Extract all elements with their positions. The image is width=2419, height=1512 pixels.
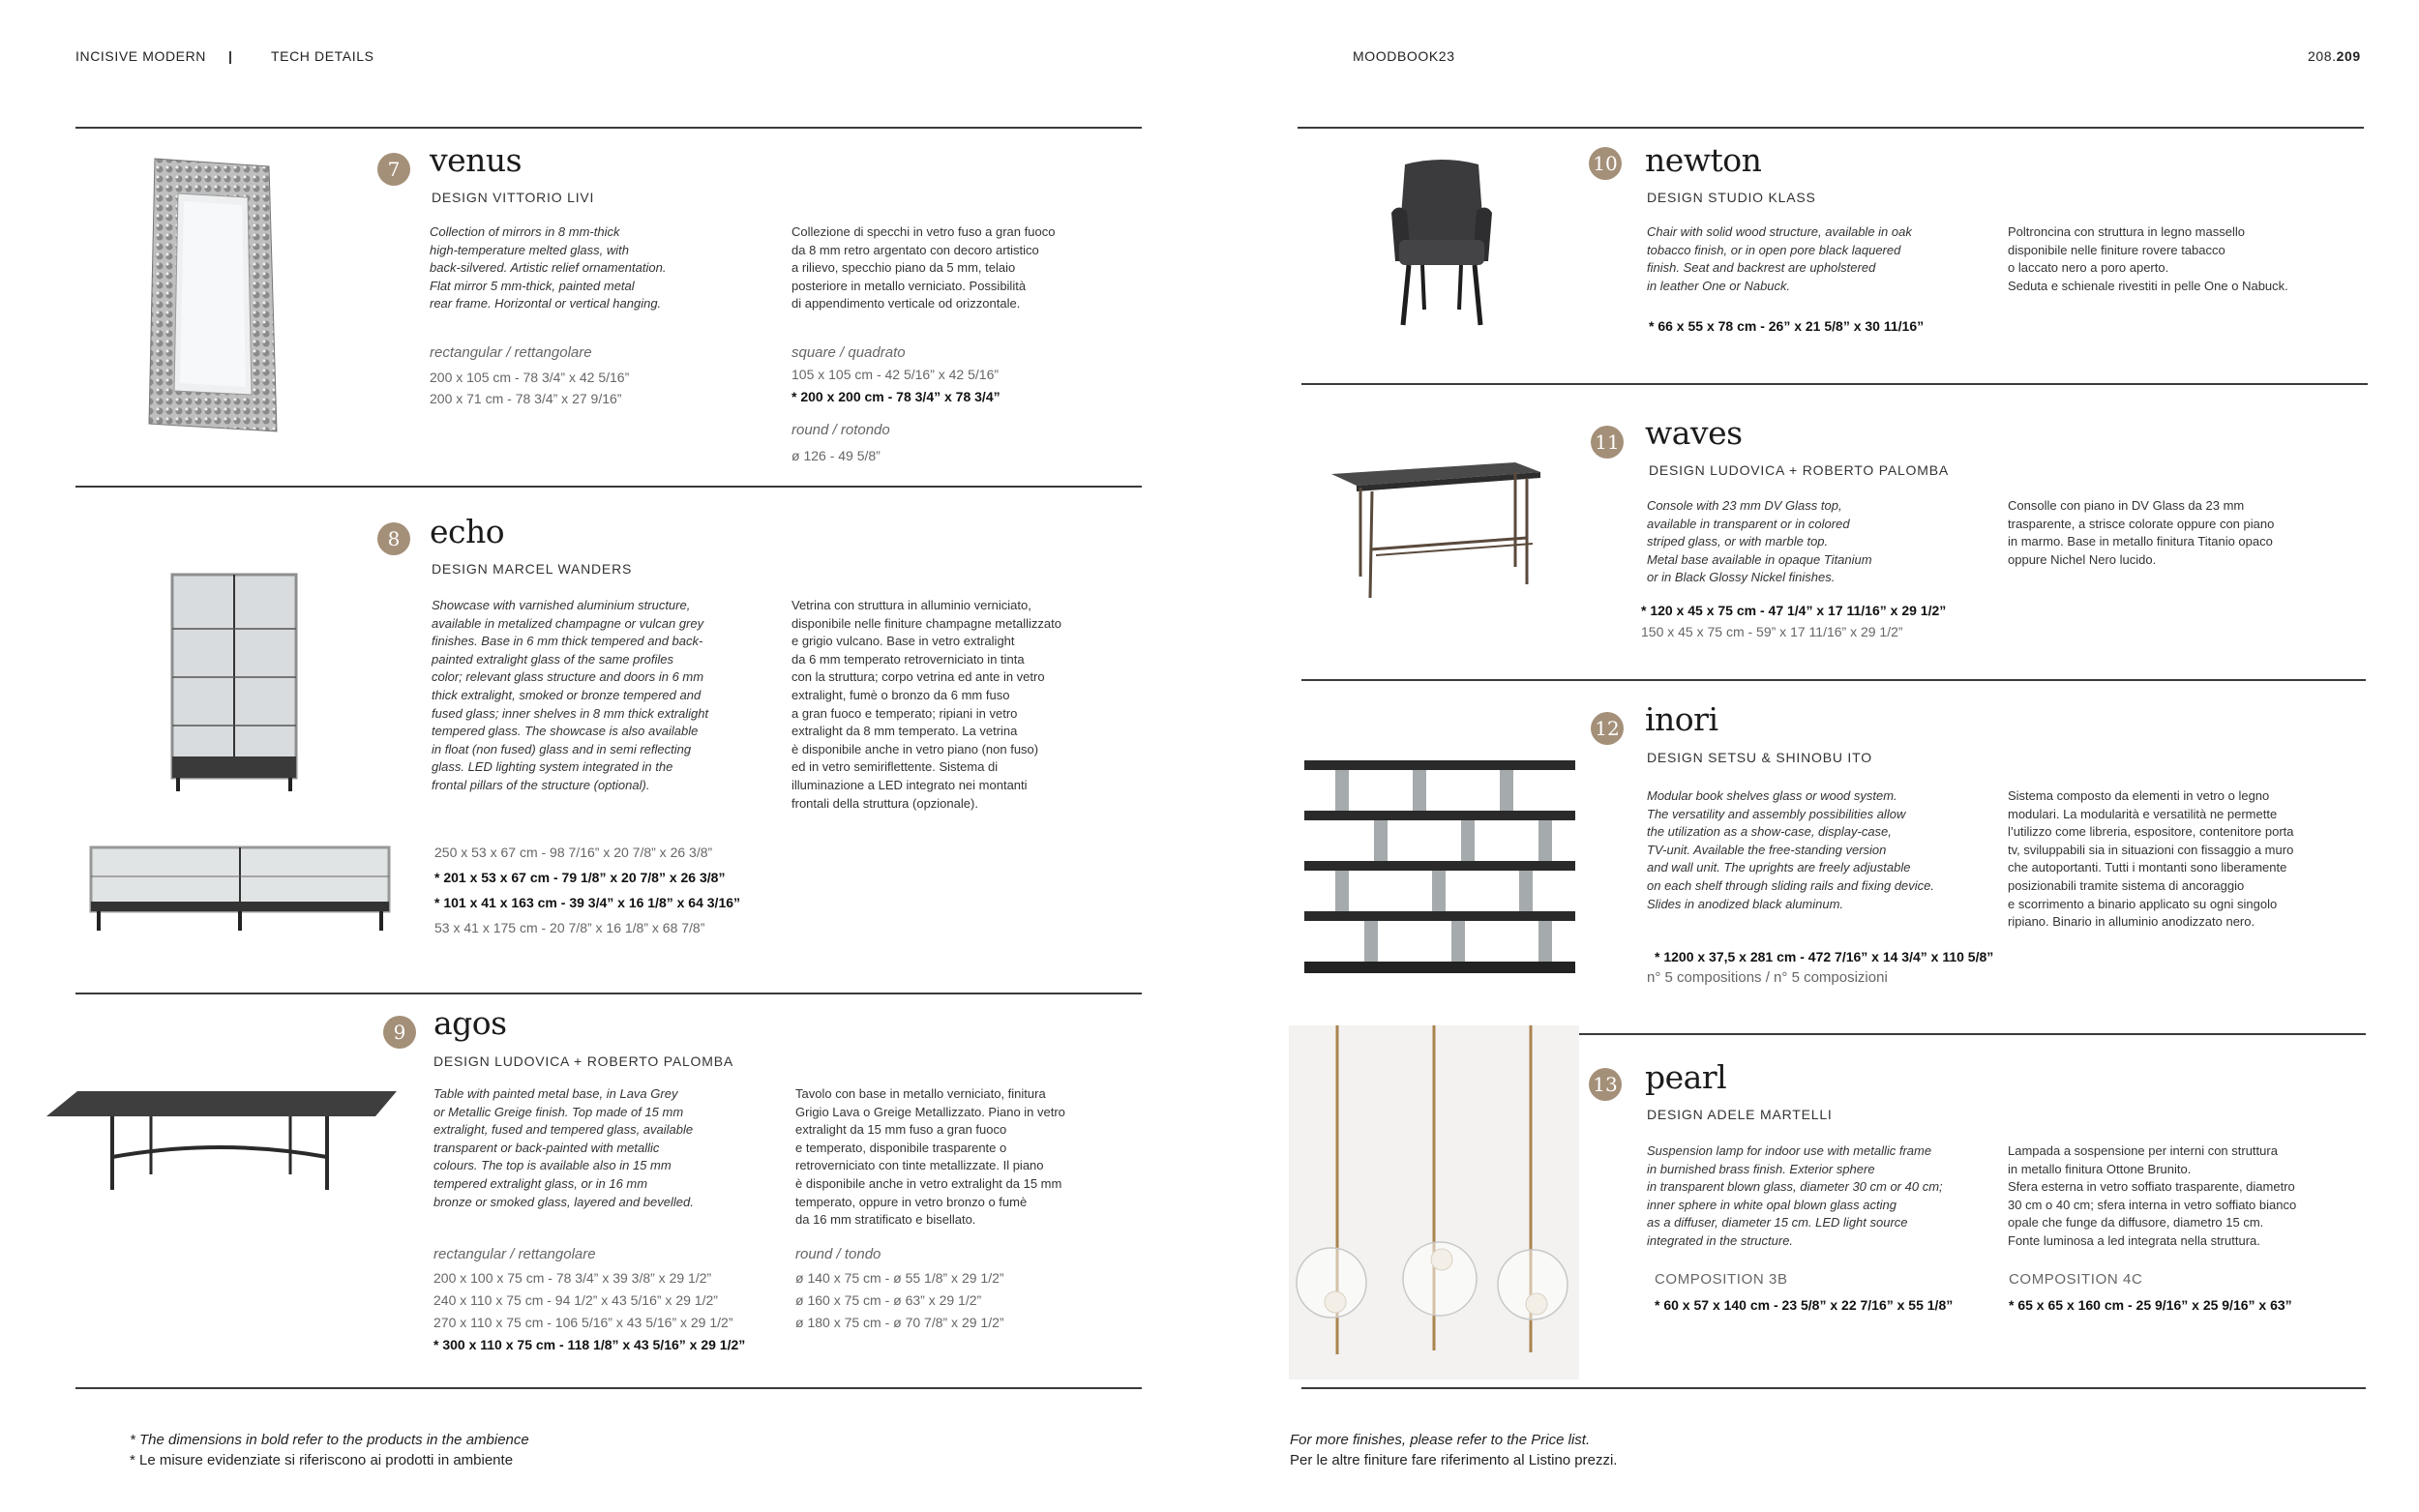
product-number-badge: 9 [383,1016,416,1049]
divider [1298,127,2364,129]
finishes-note-it: Per le altre finiture fare riferimento al Listino prezzi. [1290,1452,1618,1468]
size-line: 200 x 105 cm - 78 3/4” x 42 5/16” [430,370,630,385]
size-line: 53 x 41 x 175 cm - 20 7/8” x 16 1/8” x 68 7/8” [434,920,705,935]
product-designer: DESIGN SETSU & SHINOBU ITO [1647,750,1872,765]
compositions-label: n° 5 compositions / n° 5 composizioni [1647,969,1888,986]
description-it: Vetrina con struttura in alluminio verniciato, disponibile nelle finiture champagne metallizzato e grigio vulcano. Base in vetro extralight da 6 mm temperato retroverniciato in tinta con la struttura; corpo vetrina ed ante in vetro extralight, fumè o bronzo da 6 mm fuso a gran fuoco e temperato; ripiani in vetro extralight da 8 mm temperato. La vetrina è disponibile anche in vetro piano (non fuso) ed in vetro semiriflettente. Sistema di illuminazione a LED integrato nei montanti frontali della struttura (opzionale). [791,598,1061,811]
shape-label: square / quadrato [791,344,906,361]
description-en: Console with 23 mm DV Glass top, available in transparent or in colored striped glass, or with marble top. Metal base available in opaque Titanium or in Black Glossy Nickel finishes. [1647,498,1872,585]
size-line: 240 x 110 x 75 cm - 94 1/2” x 43 5/16” x 29 1/2” [433,1292,718,1308]
echo-showcase-image [163,571,306,793]
shape-label: round / tondo [795,1246,881,1262]
description-it: Consolle con piano in DV Glass da 23 mm trasparente, a strisce colorate oppure con piano in marmo. Base in metallo finitura Titanio opaco oppure Nichel Nero lucido. [2008,498,2275,567]
description-it: Sistema composto da elementi in vetro o legno modulari. La modularità e versatilità ne permette l’utilizzo come libreria, espositore, contenitore porta tv, sviluppabili sia in situazioni con fissaggio a muro che autoportanti. Tutti i montanti sono liberamente posizionabili tramite sistema di ancoraggio e scorrimento a binario applicato su ogni singolo ripiano. Binario in alluminio anodizzato nero. [2008,788,2294,930]
description-it: Tavolo con base in metallo verniciato, finitura Grigio Lava o Greige Metallizzato. Piano in vetro extralight da 15 mm fuso a gran fuoco e temperato, disponibile trasparente o retroverniciato con tinte metallizzate. Il piano è disponibile anche in vetro extralight da 15 mm temperato, oppure in vetro bronzo o fumè da 16 mm stratificato e bisellato. [795,1086,1065,1228]
product-number-badge: 13 [1589,1068,1622,1101]
product-title: inori [1645,700,1718,738]
size-line: ø 126 - 49 5/8” [791,448,881,463]
size-line: ø 180 x 75 cm - ø 70 7/8” x 29 1/2” [795,1315,1004,1330]
product-designer: DESIGN STUDIO KLASS [1647,190,1816,205]
divider [1301,383,2368,385]
divider [75,1387,1142,1389]
size-line-bold: * 1200 x 37,5 x 281 cm - 472 7/16” x 14 3/4” x 110 5/8” [1655,949,1994,964]
composition-label: COMPOSITION 3B [1655,1271,1788,1288]
product-number-badge: 10 [1589,147,1622,180]
composition-label: COMPOSITION 4C [2009,1271,2143,1288]
size-line: 200 x 100 x 75 cm - 78 3/4” x 39 3/8” x 29 1/2” [433,1270,712,1286]
product-designer: DESIGN ADELE MARTELLI [1647,1107,1833,1122]
size-line: ø 160 x 75 cm - ø 63” x 29 1/2” [795,1292,982,1308]
product-title: agos [433,1004,507,1042]
size-line-bold: * 200 x 200 cm - 78 3/4” x 78 3/4” [791,389,1000,404]
waves-console-image [1322,453,1544,608]
page-number [2308,48,2361,64]
product-title: waves [1645,414,1743,452]
description-en: Chair with solid wood structure, available in oak tobacco finish, or in open pore black laquered finish. Seat and backrest are upholstered in leather One or Nabuck. [1647,224,1912,293]
divider [1301,1387,2366,1389]
size-line-bold: * 60 x 57 x 140 cm - 23 5/8” x 22 7/16” x 55 1/8” [1655,1297,1954,1313]
description-it: Lampada a sospensione per interni con struttura in metallo finitura Ottone Brunito. Sfera esterna in vetro soffiato trasparente, diametro 30 cm o 40 cm; sfera interna in vetro soffiato bianco opale che funge da diffusore, diametro 15 cm. Fonte luminosa a led integrata nella struttura. [2008,1143,2297,1248]
size-line-bold: * 120 x 45 x 75 cm - 47 1/4” x 17 11/16” x 29 1/2” [1641,603,1947,618]
inori-shelves-image [1297,747,1587,979]
page-current: 209 [2336,48,2361,64]
publication-title: MOODBOOK23 [1353,48,1455,64]
product-title: echo [430,513,505,550]
size-line: 250 x 53 x 67 cm - 98 7/16” x 20 7/8” x 26 3/8” [434,845,713,860]
echo-low-showcase-image [85,838,395,934]
divider [75,486,1142,488]
product-designer: DESIGN LUDOVICA + ROBERTO PALOMBA [433,1053,733,1069]
divider [75,127,1142,129]
shape-label: rectangular / rettangolare [430,344,592,361]
venus-mirror-image [145,155,281,435]
product-title: newton [1645,141,1762,179]
size-line-bold: * 201 x 53 x 67 cm - 79 1/8” x 20 7/8” x 26 3/8” [434,870,726,885]
product-designer: DESIGN VITTORIO LIVI [432,190,595,205]
size-line-bold: * 101 x 41 x 163 cm - 39 3/4” x 16 1/8” x 64 3/16” [434,895,741,910]
description-it: Collezione di specchi in vetro fuso a gran fuoco da 8 mm retro argentato con decoro artistico a rilievo, specchio piano da 5 mm, telaio posteriore in metallo verniciato. Possibilità di appendimento verticale od orizzontale. [791,224,1056,311]
product-number-badge: 11 [1591,426,1624,459]
size-line: ø 140 x 75 cm - ø 55 1/8” x 29 1/2” [795,1270,1004,1286]
section-label: TECH DETAILS [271,48,374,64]
size-line-bold: * 66 x 55 x 78 cm - 26” x 21 5/8” x 30 11/16” [1649,318,1925,334]
newton-chair-image [1384,155,1500,329]
size-line: 200 x 71 cm - 78 3/4” x 27 9/16” [430,391,622,406]
description-en: Suspension lamp for indoor use with metallic frame in burnished brass finish. Exterior sphere in transparent blown glass, diameter 30 cm or 40 cm; inner sphere in white opal blown glass acting as a diffuser, diameter 15 cm. LED light source integrated in the structure. [1647,1143,1943,1248]
footer-note-en: * The dimensions in bold refer to the products in the ambience [130,1432,529,1448]
product-number-badge: 7 [377,153,410,186]
product-number-badge: 12 [1591,712,1624,745]
shape-label: round / rotondo [791,422,890,438]
divider [1301,679,2366,681]
product-title: venus [430,141,523,179]
header-separator: | [228,48,233,64]
divider [75,993,1142,994]
pearl-lamp-image [1289,1025,1579,1379]
finishes-note-en: For more finishes, please refer to the Price list. [1290,1432,1591,1448]
description-en: Collection of mirrors in 8 mm-thick high-temperature melted glass, with back-silvered. Artistic relief ornamentation. Flat mirror 5 mm-thick, painted metal rear frame. Horizontal or vertical hanging. [430,224,667,311]
description-en: Showcase with varnished aluminium structure, available in metalized champagne or vulcan grey finishes. Base in 6 mm thick tempered and back- painted extralight glass of the same profiles color; relevant glass structure and doors in 6 mm thick extralight, smoked or bronze tempered and fused glass; inner shelves in 8 mm thick extralight tempered glass. The showcase is also available in float (non fused) glass and in semi reflecting glass. LED lighting system integrated in the frontal pillars of the structure (optional). [432,598,709,792]
product-designer: DESIGN LUDOVICA + ROBERTO PALOMBA [1649,462,1949,478]
size-line: 105 x 105 cm - 42 5/16” x 42 5/16” [791,367,1000,382]
page-prefix: 208. [2308,48,2337,64]
size-line-bold: * 65 x 65 x 160 cm - 25 9/16” x 25 9/16” x 63” [2009,1297,2292,1313]
product-number-badge: 8 [377,522,410,555]
footer-note-it: * Le misure evidenziate si riferiscono ai prodotti in ambiente [130,1452,514,1468]
size-line: 150 x 45 x 75 cm - 59” x 17 11/16” x 29 1/2” [1641,624,1903,639]
description-it: Poltroncina con struttura in legno massello disponibile nelle finiture rovere tabacco o laccato nero a poro aperto. Seduta e schienale rivestiti in pelle One o Nabuck. [2008,224,2288,293]
brand-label: INCISIVE MODERN [75,48,207,64]
description-en: Modular book shelves glass or wood system. The versatility and assembly possibilities allow the utilization as a show-case, display-case, TV-unit. Available the free-standing version and wall unit. The uprights are freely adjustable on each shelf through sliding rails and fixing device. Slides in anodized black aluminum. [1647,788,1935,911]
size-line-bold: * 300 x 110 x 75 cm - 118 1/8” x 43 5/16” x 29 1/2” [433,1337,746,1352]
product-title: pearl [1645,1058,1727,1096]
description-en: Table with painted metal base, in Lava Grey or Metallic Greige finish. Top made of 15 mm extralight, fused and tempered glass, available transparent or back-painted with metallic colours. The top is available also in 15 mm tempered extralight glass, or in 16 mm bronze or smoked glass, layered and bevelled. [433,1086,694,1209]
shape-label: rectangular / rettangolare [433,1246,596,1262]
size-line: 270 x 110 x 75 cm - 106 5/16” x 43 5/16” x 29 1/2” [433,1315,733,1330]
product-designer: DESIGN MARCEL WANDERS [432,561,633,577]
agos-table-image [43,1087,403,1194]
